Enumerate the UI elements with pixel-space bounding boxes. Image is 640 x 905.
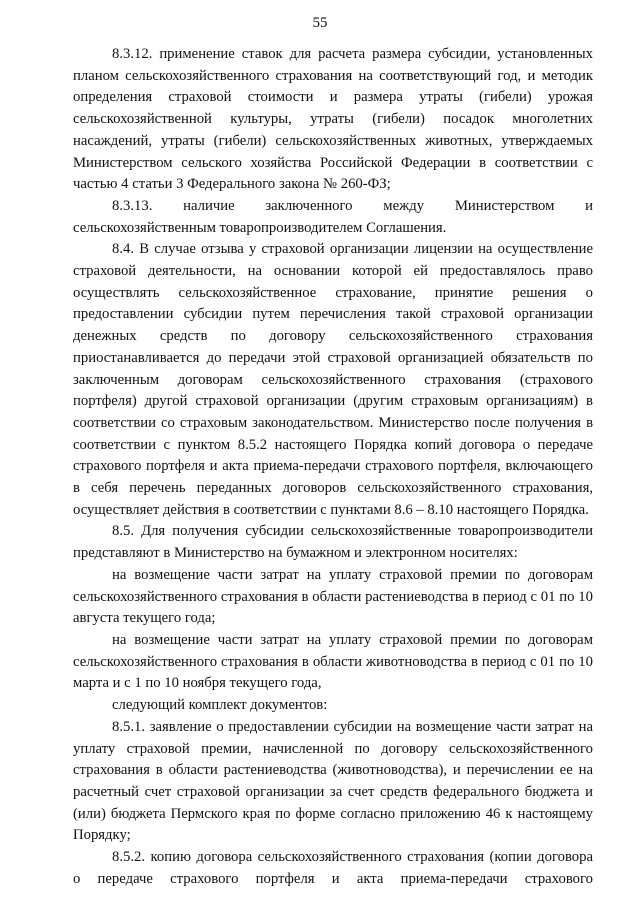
paragraph-8-3-12: 8.3.12. применение ставок для расчета размера субсидии, установленных планом сельскохозяйственного страхования на соответствующий год, и методик определения страховой стоимости и размера утраты (гибели) урожая сельскохозяйственной культуры, утраты (гибели) посадок многолетних насаждений, утраты (гибели) сельскохозяйственных животных, утверждаемых Министерством сельского хозяйства Российской Федерации в соответствии с частью 4 статьи 3 Федерального закона № 260-ФЗ; — [73, 46, 593, 193]
paragraph-8-5-1: 8.5.1. заявление о предоставлении субсидии на возмещение части затрат на уплату страховой премии, начисленной по договору сельскохозяйственного страхования в области растениеводства (животноводства), и перечислении ее на расчетный счет страховой организации за счет средств федерального бюджета и (или) бюджета Пермского края по форме согласно приложению 46 к настоящему Порядку; — [73, 718, 593, 844]
paragraph-8-5-crop-insurance: на возмещение части затрат на уплату страховой премии по договорам сельскохозяйственного страхования в области растениеводства в период с 01 по 10 августа текущего года; — [73, 566, 593, 627]
paragraph-8-3-13: 8.3.13. наличие заключенного между Министерством и сельскохозяйственным товаропроизводителем Соглашения. — [73, 197, 593, 236]
paragraph-8-5: 8.5. Для получения субсидии сельскохозяйственные товаропроизводители представляют в Министерство на бумажном и электронном носителях: — [73, 523, 593, 562]
paragraph-8-5-livestock-insurance: на возмещение части затрат на уплату страховой премии по договорам сельскохозяйственного страхования в области животноводства в период с 01 по 10 марта и с 1 по 10 ноября текущего года, — [73, 631, 593, 692]
paragraph-8-4: 8.4. В случае отзыва у страховой организации лицензии на осуществление страховой деятельности, на основании которой ей предоставлялось право осуществлять сельскохозяйственное страхование, принятие решения о предоставлении субсидии путем перечисления такой страховой организации денежных средств по договору сельскохозяйственного страхования приостанавливается до передачи этой страховой организацией обязательств по заключенным договорам сельскохозяйственного страхования (страхового портфеля) другой страховой организации (другим страховым организациям) в соответствии со страховым законодательством. Министерство после получения в соответствии с пунктом 8.5.2 настоящего Порядка копий договора о передаче страхового портфеля и акта приема-передачи страхового портфеля, включающего в себя перечень переданных договоров сельскохозяйственного страхования, осуществляет действия в соответствии с пунктами 8.6 – 8.10 настоящего Порядка. — [73, 241, 593, 518]
document-body — [73, 44, 593, 890]
paragraph-8-5-2: 8.5.2. копию договора сельскохозяйственного страхования (копии договора о передаче страхового портфеля и акта приема-передачи страхового — [73, 849, 593, 887]
paragraph-8-5-documents-intro: следующий комплект документов: — [112, 697, 328, 714]
page-number: 55 — [312, 15, 328, 31]
